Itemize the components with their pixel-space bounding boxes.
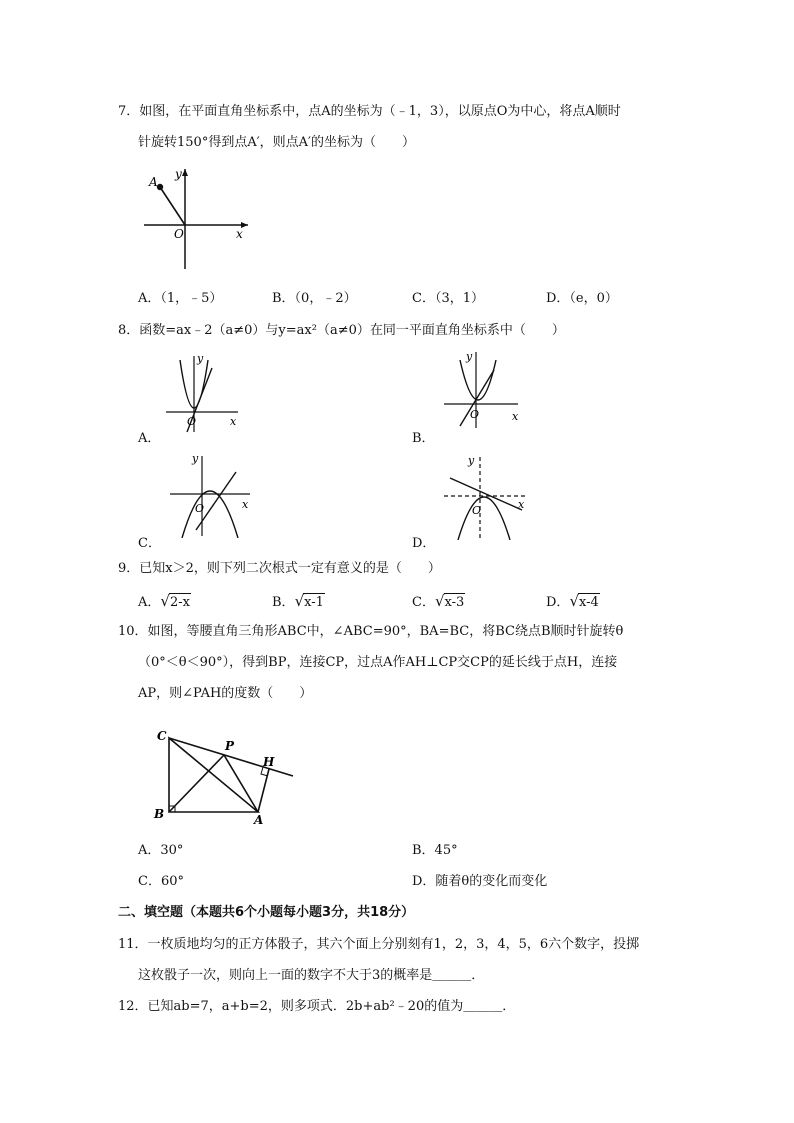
q10-option-a: A．30° (138, 843, 184, 858)
q7-option-a: A．（1，﹣5） (138, 291, 223, 306)
svg-text:O: O (472, 504, 482, 517)
q8b-parabola (460, 360, 496, 400)
q7-option-b: B．（0，﹣2） (272, 291, 357, 306)
svg-text:x: x (242, 498, 249, 511)
q8d-parabola (458, 497, 510, 540)
q7-segment-OA (160, 187, 185, 225)
q8-option-c: C． (138, 536, 161, 551)
q10-option-c: C．60° (138, 874, 184, 889)
q12-stem: 12．已知ab=7，a+b=2，则多项式．2b+ab²﹣20的值为＿＿＿． (118, 999, 516, 1014)
svg-text:A: A (254, 813, 264, 826)
q10-option-d: D．随着θ的变化而变化 (412, 874, 548, 889)
q11-stem-line2: 这枚骰子一次，则向上一面的数字不大于3的概率是＿＿＿． (138, 968, 485, 983)
q8c-parabola (182, 491, 238, 538)
q9-option-c: C．√x-3 (412, 592, 465, 610)
q10-option-b: B．45° (412, 843, 458, 858)
section-2-title: 二、填空题（本题共6个小题每小题3分，共18分） (118, 905, 415, 920)
q8-option-a: A． (138, 431, 161, 446)
svg-text:O: O (470, 408, 480, 421)
q9-option-d: D．√x-4 (546, 592, 599, 610)
svg-text:x: x (512, 410, 519, 423)
q8-graph-c (166, 452, 254, 538)
q9-option-b-radicand: x-1 (304, 595, 324, 610)
q8-option-d: D． (412, 536, 436, 551)
q10-segment-BP (169, 755, 224, 812)
svg-text:P: P (225, 739, 235, 753)
q7-label-O: O (174, 227, 184, 241)
q7-stem-line2: 针旋转150°得到点A′，则点A′的坐标为（ ） (138, 135, 415, 150)
svg-text:H: H (263, 755, 275, 769)
q7-stem-line1: 7．如图，在平面直角坐标系中，点A的坐标为（﹣1，3），以原点O为中心，将点A顺时 (118, 104, 621, 119)
q8-stem: 8．函数=ax﹣2（a≠0）与y=ax²（a≠0）在同一平面直角坐标系中（ ） (118, 323, 565, 338)
q7-option-d: D．（e，0） (546, 291, 618, 306)
q10-figure (148, 722, 298, 826)
q11-stem-line1: 11．一枚质地均匀的正方体骰子，其六个面上分别刻有1，2，3，4，5，6六个数字，投掷 (118, 937, 640, 952)
q8-graph-a (162, 352, 242, 434)
q7-label-A: A (149, 175, 158, 189)
q9-option-b: B．√x-1 (272, 592, 324, 610)
q8-option-b: B． (412, 431, 435, 446)
q8-graph-b (440, 348, 522, 430)
svg-text:O: O (195, 502, 205, 515)
svg-text:x: x (230, 415, 237, 428)
q9-option-a-radicand: 2-x (169, 595, 190, 610)
svg-text:y: y (197, 352, 204, 365)
svg-text:x: x (518, 498, 525, 511)
q10-stem-line2: （0°＜θ＜90°），得到BP，连接CP，过点A作AH⊥CP交CP的延长线于点H，连接 (138, 655, 618, 670)
q8d-line (450, 478, 522, 510)
q10-stem-line1: 10．如图，等腰直角三角形ABC中，∠ABC=90°，BA=BC，将BC绕点B顺时针旋转θ (118, 624, 624, 639)
svg-text:y: y (466, 350, 473, 363)
q10-stem-line3: AP，则∠PAH的度数（ ） (138, 686, 313, 701)
q9-stem: 9．已知x＞2，则下列二次根式一定有意义的是（ ） (118, 561, 441, 576)
svg-text:C: C (157, 729, 167, 743)
q7-label-y: y (175, 167, 182, 181)
q10-triangle-ABC (169, 738, 258, 812)
q9-option-c-radicand: x-3 (444, 595, 465, 610)
svg-text:y: y (192, 452, 199, 465)
q7-label-x: x (236, 227, 243, 241)
q9-option-a: A．√2-x (138, 592, 190, 610)
q8-graph-d (440, 452, 530, 540)
svg-text:O: O (187, 415, 197, 428)
q7-option-c: C．（3，1） (412, 291, 484, 306)
q9-option-d-radicand: x-4 (579, 595, 599, 610)
q7-figure (140, 165, 252, 273)
svg-text:B: B (154, 807, 165, 821)
svg-text:y: y (468, 454, 475, 467)
q7-point-A (157, 184, 163, 190)
